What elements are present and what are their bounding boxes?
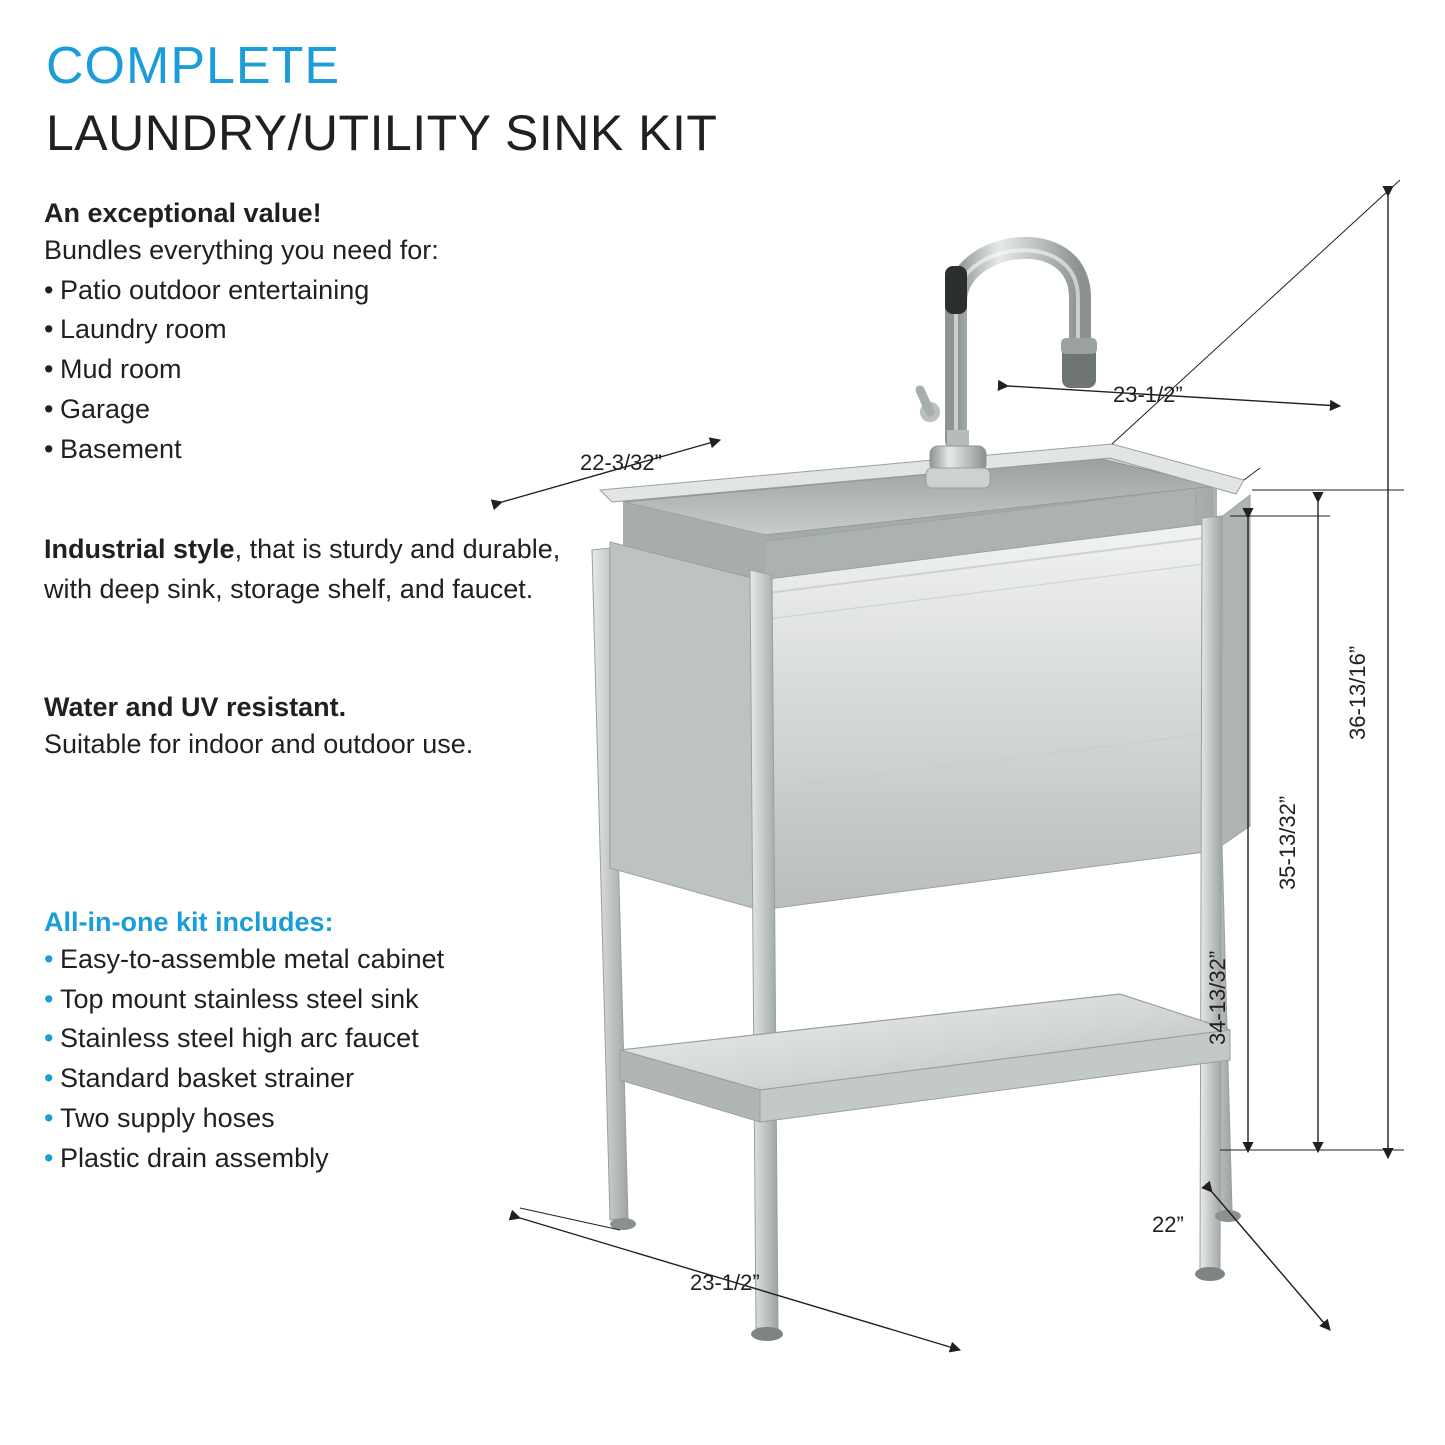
water-heading: Water and UV resistant. — [44, 692, 347, 722]
bullet-dot-icon: • — [44, 274, 54, 305]
bullet-dot-icon: • — [44, 1023, 54, 1054]
list-item-label: Top mount stainless steel sink — [60, 983, 419, 1014]
bullet-dot-icon: • — [44, 1142, 54, 1173]
value-subtext: Bundles everything you need for: — [44, 235, 439, 266]
bullet-dot-icon: • — [44, 1063, 54, 1094]
dimension-label-base-depth: 22” — [1152, 1212, 1184, 1237]
dimension-label-base-width: 23-1/2” — [690, 1270, 760, 1295]
list-item-label: Garage — [60, 393, 151, 424]
list-item-label: Mud room — [60, 354, 182, 385]
list-item-label: Easy-to-assemble metal cabinet — [60, 944, 445, 975]
bullet-dot-icon: • — [44, 944, 54, 975]
dimension-label-total-height: 36-13/16” — [1345, 645, 1370, 740]
dimension-label-top-depth: 22-3/32” — [580, 450, 662, 475]
page-title-complete: COMPLETE — [46, 37, 341, 95]
dimension-label-top-width: 23-1/2” — [1113, 382, 1183, 407]
list-item-label: Two supply hoses — [60, 1102, 275, 1133]
product-illustration — [460, 150, 1420, 1410]
value-heading: An exceptional value! — [44, 198, 322, 228]
list-item-label: Plastic drain assembly — [60, 1142, 329, 1173]
bullet-dot-icon: • — [44, 314, 54, 345]
bullet-dot-icon: • — [44, 1102, 54, 1133]
list-item-label: Basement — [60, 433, 182, 464]
list-item-label: Stainless steel high arc faucet — [60, 1023, 419, 1054]
dimension-label-cabinet-height: 35-13/32” — [1275, 795, 1300, 890]
industrial-heading: Industrial style — [44, 534, 235, 564]
list-item-label: Patio outdoor entertaining — [60, 274, 370, 305]
dimension-label-leg-height: 34-13/32” — [1205, 950, 1230, 1045]
kit-heading: All-in-one kit includes: — [44, 907, 334, 937]
water-text: Suitable for indoor and outdoor use. — [44, 729, 474, 760]
list-item-label: Laundry room — [60, 314, 227, 345]
list-item-label: Standard basket strainer — [60, 1063, 355, 1094]
bullet-dot-icon: • — [44, 983, 54, 1014]
bullet-dot-icon: • — [44, 433, 54, 464]
bullet-dot-icon: • — [44, 393, 54, 424]
bullet-dot-icon: • — [44, 354, 54, 385]
industrial-text: , that is sturdy and durable, with deep sink, storage shelf, and faucet. — [44, 534, 561, 604]
page-title-main: LAUNDRY/UTILITY SINK KIT — [46, 105, 718, 161]
